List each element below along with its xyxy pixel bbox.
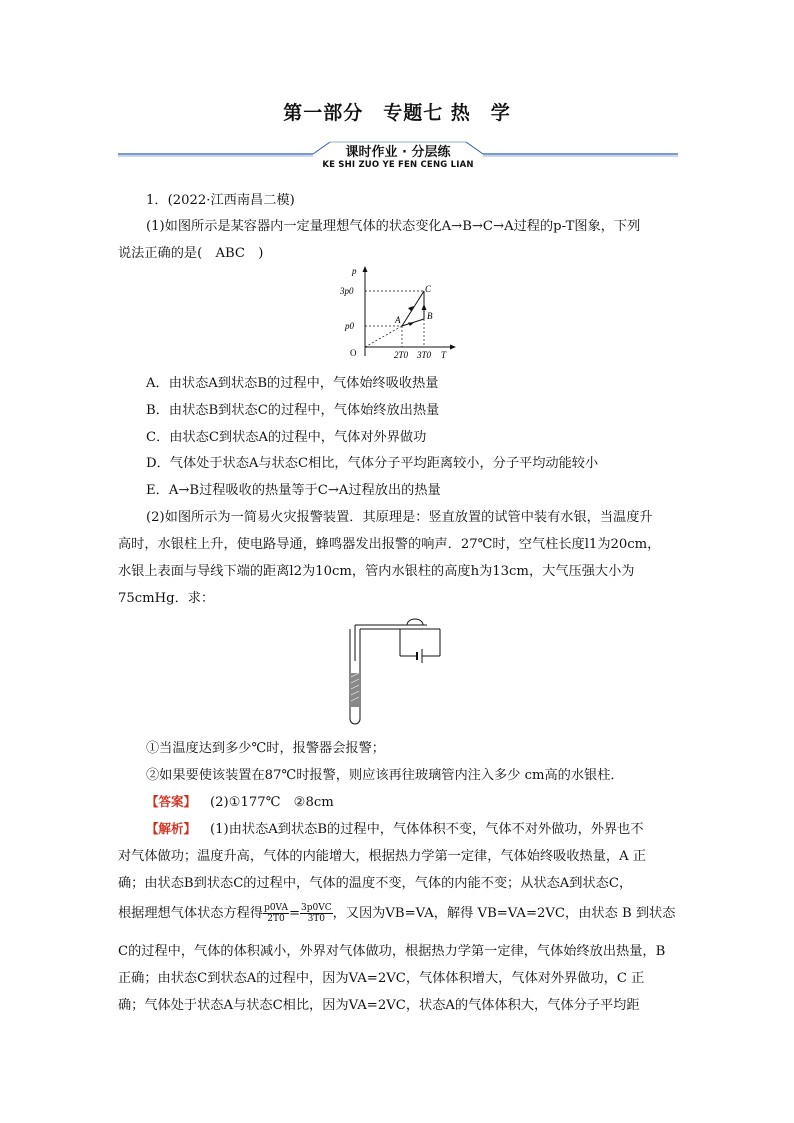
page-title: 第一部分 专题七 热 学 <box>283 102 511 124</box>
option-c: C．由状态C到状态A的过程中，气体对外界做功 <box>146 430 427 445</box>
banner-title: 课时作业 · 分层练 <box>345 145 451 160</box>
analysis-line: 确；气体处于状态A与状态C相比，因为VA=2VC，状态A的气体体积大，气体分子平均距 <box>118 998 640 1013</box>
tick-2t0: 2T0 <box>394 350 409 360</box>
part2-line: (2)如图所示为一简易火灾报警装置．其原理是：竖直放置的试管中装有水银，当温度升 <box>146 510 653 525</box>
question-header: 1．(2022·江西南昌二模) <box>146 193 295 208</box>
part2-line: 高时，水银柱上升，使电路导通，蜂鸣器发出报警的响声．27℃时，空气柱长度l1为20cm， <box>118 537 661 552</box>
analysis-line: 【解析】 (1)由状态A到状态B的过程中，气体体积不变，气体不对外做功，外界也不 <box>146 821 644 837</box>
part1-line: 说法正确的是( ABC ) <box>118 246 264 261</box>
banner-subtitle: KE SHI ZUO YE FEN CENG LIAN <box>322 160 474 170</box>
analysis-line: 根据理想气体状态方程得 $\frac{p0VA}{2T0}$ = $\frac{3p0VC}{3T0}$ ，又因为VB=VA，解得 VB=VA=2VC，由状态 B 到状态 <box>118 903 676 924</box>
answer-line <box>146 791 334 810</box>
p-axis-label: p <box>352 266 357 276</box>
answer-text: (2)①177℃ ②8cm <box>210 795 334 810</box>
option-d: D．气体处于状态A与状态C相比，气体分子平均距离较小，分子平均动能较小 <box>146 456 599 471</box>
section-banner <box>118 140 678 176</box>
tick-3p0: 3p0 <box>340 286 354 296</box>
analysis-line: 确；由状态B到状态C的过程中，气体的温度不变，气体的内能不变；从状态A到状态C， <box>118 876 633 891</box>
mercury-column <box>351 673 359 707</box>
answer-label: 【答案】 <box>146 794 197 809</box>
analysis-label: 【解析】 <box>146 821 197 836</box>
sub-question-1: ①当温度达到多少℃时，报警器会报警； <box>146 741 385 756</box>
part1-line: (1)如图所示是某容器内一定量理想气体的状态变化A→B→C→A过程的p-T图象，下列 <box>146 219 641 234</box>
alarm-apparatus <box>345 611 450 735</box>
part2-line: 水银上表面与导线下端的距离l2为10cm，管内水银柱的高度h为13cm，大气压强大小为 <box>118 564 635 579</box>
analysis-line: 正确；由状态C到状态A的过程中，因为VA=2VC，气体体积增大，气体对外界做功，C 正 <box>118 971 645 986</box>
point-b-label: B <box>427 311 433 321</box>
tick-3t0: 3T0 <box>417 350 432 360</box>
analysis-line: C的过程中，气体的体积减小，外界对气体做功，根据热力学第一定律，气体始终放出热量，B <box>118 944 666 959</box>
t-axis-label: T <box>441 350 447 360</box>
formula-rhs: $\frac{3p0VC}{3T0}$ <box>301 903 332 924</box>
part2-line: 75cmHg．求： <box>118 591 215 606</box>
option-e: E．A→B过程吸收的热量等于C→A过程放出的热量 <box>146 483 441 498</box>
formula-lhs: $\frac{p0VA}{2T0}$ <box>264 903 288 924</box>
origin-label: O <box>350 348 357 358</box>
option-b: B．由状态B到状态C的过程中，气体始终放出热量 <box>146 403 440 418</box>
analysis-line: 对气体做功；温度升高，气体的内能增大，根据热力学第一定律，气体始终吸收热量，A 正 <box>118 849 647 864</box>
option-a: A．由状态A到状态B的过程中，气体始终吸收热量 <box>146 376 439 391</box>
tick-p0: p0 <box>345 321 354 331</box>
sub-question-2: ②如果要使该装置在87℃时报警，则应该再往玻璃管内注入多少 cm高的水银柱． <box>146 768 624 783</box>
point-a-label: A <box>395 315 401 325</box>
point-c-label: C <box>425 284 432 294</box>
pt-graph <box>335 264 460 368</box>
